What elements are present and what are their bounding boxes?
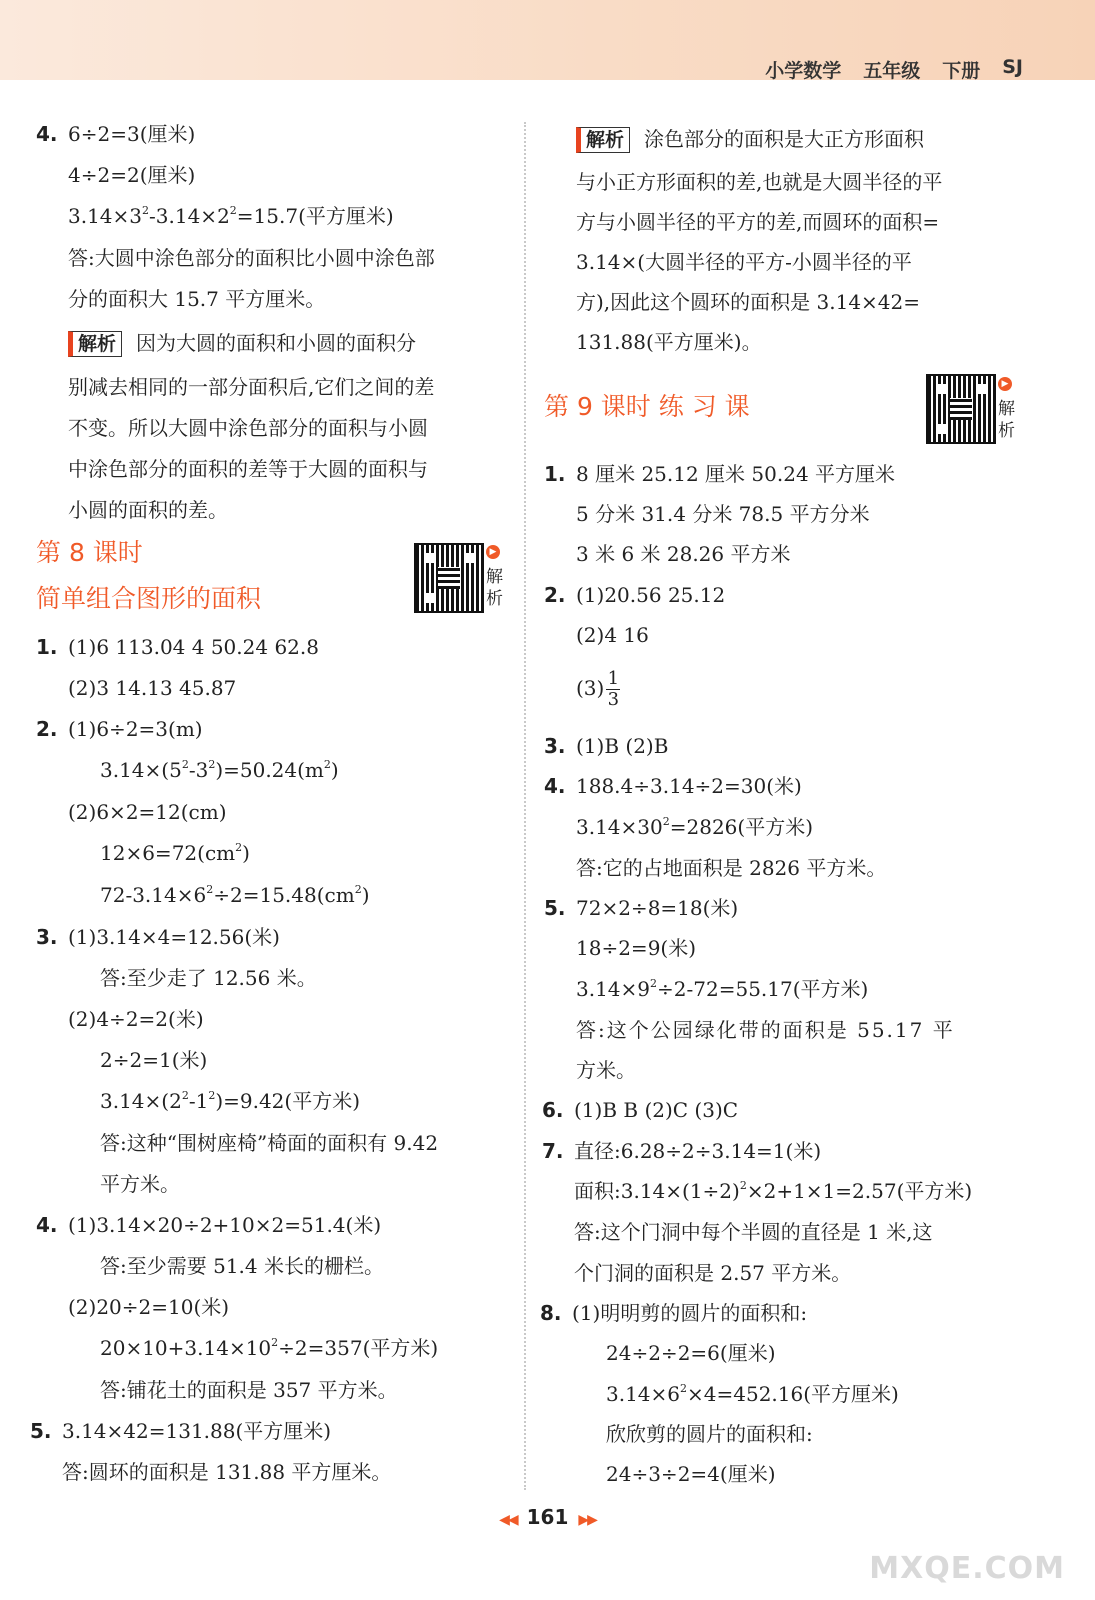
answer-line: (1)B (2)B (576, 734, 669, 758)
header-grade: 五年级 (863, 60, 921, 82)
header-edition: SJ (1002, 56, 1023, 78)
answer-line: 直径:6.28÷2÷3.14=1(米) (574, 1139, 822, 1163)
answer-line: (2)4÷2=2(米) (68, 1007, 204, 1031)
answer-line: (3) $\frac{1}{3}$ (576, 668, 620, 710)
qr-label: 解 析 (998, 399, 1015, 441)
answer-line: 5 分米 31.4 分米 78.5 平方分米 (576, 502, 870, 526)
answer-line: (2)20÷2=10(米) (68, 1295, 230, 1319)
analysis-line: 不变。所以大圆中涂色部分的面积与小圆 (68, 416, 428, 440)
header-volume: 下册 (942, 60, 981, 82)
analysis-tag: 解析 (576, 127, 630, 153)
answer-line: 4÷2=2(厘米) (68, 163, 196, 187)
prev-arrow-icon: ◀◀ (499, 1512, 517, 1528)
question-number: 8. (540, 1301, 562, 1325)
fraction: $\frac{1}{3}$ (607, 668, 620, 710)
qr-label: 解 析 (486, 567, 503, 609)
question-number: 4. (544, 774, 566, 798)
question-number: 2. (544, 583, 566, 607)
analysis-line: 3.14×(大圆半径的平方-小圆半径的平 (576, 250, 912, 274)
answer-line: 面积$:3.14\times(1\div 2)^2\times 2+1\times 1=2.57$(平方米) (574, 1179, 973, 1203)
answer-line: 72×2÷8=18(米) (576, 896, 739, 920)
answer-line: $3.14\times(5^2-3^2)=50.24(m^2)$ (100, 758, 339, 782)
book-header (765, 56, 1023, 83)
question-number: 6. (542, 1098, 564, 1122)
answer-line: 欣欣剪的圆片的面积和: (606, 1422, 813, 1446)
answer-line: $3.14\times 30^2=2826$(平方米) (576, 815, 814, 839)
answer-line: 2÷2=1(米) (100, 1048, 208, 1072)
answer-line: 18÷2=9(米) (576, 936, 697, 960)
question-number: 1. (36, 635, 58, 659)
lesson-9-title: 第 9 课时 练 习 课 (544, 392, 750, 421)
qr-code-icon[interactable] (414, 543, 484, 613)
analysis-line: 中涂色部分的面积的差等于大圆的面积与 (68, 457, 428, 481)
answer-line: (1)20.56 25.12 (576, 583, 726, 607)
answer-line: 平方米。 (100, 1172, 180, 1196)
analysis-line: 方与小圆半径的平方的差,而圆环的面积= (576, 210, 940, 234)
answer-line: 答:铺花土的面积是 357 平方米。 (100, 1378, 398, 1402)
play-icon: ▶ (486, 545, 500, 559)
next-arrow-icon: ▶▶ (578, 1512, 596, 1528)
answer-line: 答:这种“围树座椅”椅面的面积有 9.42 (100, 1131, 439, 1155)
answer-line: 188.4÷3.14÷2=30(米) (576, 774, 802, 798)
answer-line: $20\times 10+3.14\times 10^2\div 2=357$(平方米) (100, 1336, 439, 1360)
answer-line: (1)明明剪的圆片的面积和: (572, 1301, 808, 1325)
answer-line: 答:这个门洞中每个半圆的直径是 1 米,这 (574, 1220, 933, 1244)
answer-line: $3.14\times 6^2\times 4=452.16$(平方厘米) (606, 1382, 899, 1406)
analysis-line: 与小正方形面积的差,也就是大圆半径的平 (576, 170, 943, 194)
answer-line: (2)3 14.13 45.87 (68, 676, 237, 700)
analysis-block: 解析 因为大圆的面积和小圆的面积分 (68, 330, 416, 357)
answer-line: (1)6÷2=3(m) (68, 717, 203, 741)
answer-line: 个门洞的面积是 2.57 平方米。 (574, 1261, 852, 1285)
answer-line: 24÷2÷2=6(厘米) (606, 1341, 776, 1365)
analysis-line: 小圆的面积的差。 (68, 498, 228, 522)
analysis-tag: 解析 (68, 331, 122, 357)
answer-line: $12\times 6=72(cm^2)$ (100, 841, 250, 865)
header-subject: 小学数学 (765, 60, 842, 82)
answer-line: 6÷2=3(厘米) (68, 122, 196, 146)
answer-line: 答:圆环的面积是 131.88 平方厘米。 (62, 1460, 392, 1484)
question-number: 3. (36, 925, 58, 949)
answer-line: $72-3.14\times 6^2\div 2=15.48(cm^2)$ (100, 883, 370, 907)
question-number: 2. (36, 717, 58, 741)
answer-line: $3.14\times 9^2\div 2-72=55.17$(平方米) (576, 977, 869, 1001)
answer-line: (2)6×2=12(cm) (68, 800, 227, 824)
answer-line: 答:它的占地面积是 2826 平方米。 (576, 856, 887, 880)
watermark: MXQE.COM (869, 1551, 1065, 1586)
answer-line: 答:这个公园绿化带的面积是 55.17 平 (576, 1018, 955, 1042)
question-number: 1. (544, 462, 566, 486)
answer-line: 分的面积大 15.7 平方厘米。 (68, 287, 326, 311)
answer-line: 24÷3÷2=4(厘米) (606, 1462, 776, 1486)
analysis-line: 别减去相同的一部分面积后,它们之间的差 (68, 375, 435, 399)
qr-code-icon[interactable] (926, 374, 996, 444)
answer-line: 8 厘米 25.12 厘米 50.24 平方厘米 (576, 462, 896, 486)
answer-line: (1)6 113.04 4 50.24 62.8 (68, 635, 319, 659)
question-number: 5. (30, 1419, 52, 1443)
column-divider (524, 122, 526, 1490)
answer-line: 答:至少需要 51.4 米长的栅栏。 (100, 1254, 384, 1278)
answer-line: 方米。 (576, 1058, 636, 1082)
answer-line: (1)3.14×4=12.56(米) (68, 925, 280, 949)
answer-line: $3.14\times(2^2-1^2)=9.42$(平方米) (100, 1089, 361, 1113)
answer-line: $3.14\times 3^2-3.14\times 2^2=15.7$(平方厘米) (68, 204, 394, 228)
question-number: 7. (542, 1139, 564, 1163)
question-number: 4. (36, 122, 58, 146)
answer-line: (1)B B (2)C (3)C (574, 1098, 739, 1122)
answer-line: 3 米 6 米 28.26 平方米 (576, 542, 791, 566)
analysis-block: 解析 涂色部分的面积是大正方形面积 (576, 126, 924, 153)
question-number: 5. (544, 896, 566, 920)
analysis-line: 131.88(平方厘米)。 (576, 330, 762, 354)
answer-line: 3.14×42=131.88(平方厘米) (62, 1419, 332, 1443)
lesson-8-title: 第 8 课时 (36, 538, 143, 567)
answer-line: 答:大圆中涂色部分的面积比小圆中涂色部 (68, 246, 435, 270)
answer-line: (1)3.14×20÷2+10×2=51.4(米) (68, 1213, 382, 1237)
lesson-8-subtitle: 简单组合图形的面积 (36, 584, 262, 613)
answer-line: 答:至少走了 12.56 米。 (100, 966, 317, 990)
question-number: 3. (544, 734, 566, 758)
analysis-line: 方),因此这个圆环的面积是 3.14×42= (576, 290, 921, 314)
question-number: 4. (36, 1213, 58, 1237)
play-icon: ▶ (998, 377, 1012, 391)
page-number: ◀◀ 161 ▶▶ (499, 1505, 596, 1529)
answer-line: (2)4 16 (576, 623, 649, 647)
